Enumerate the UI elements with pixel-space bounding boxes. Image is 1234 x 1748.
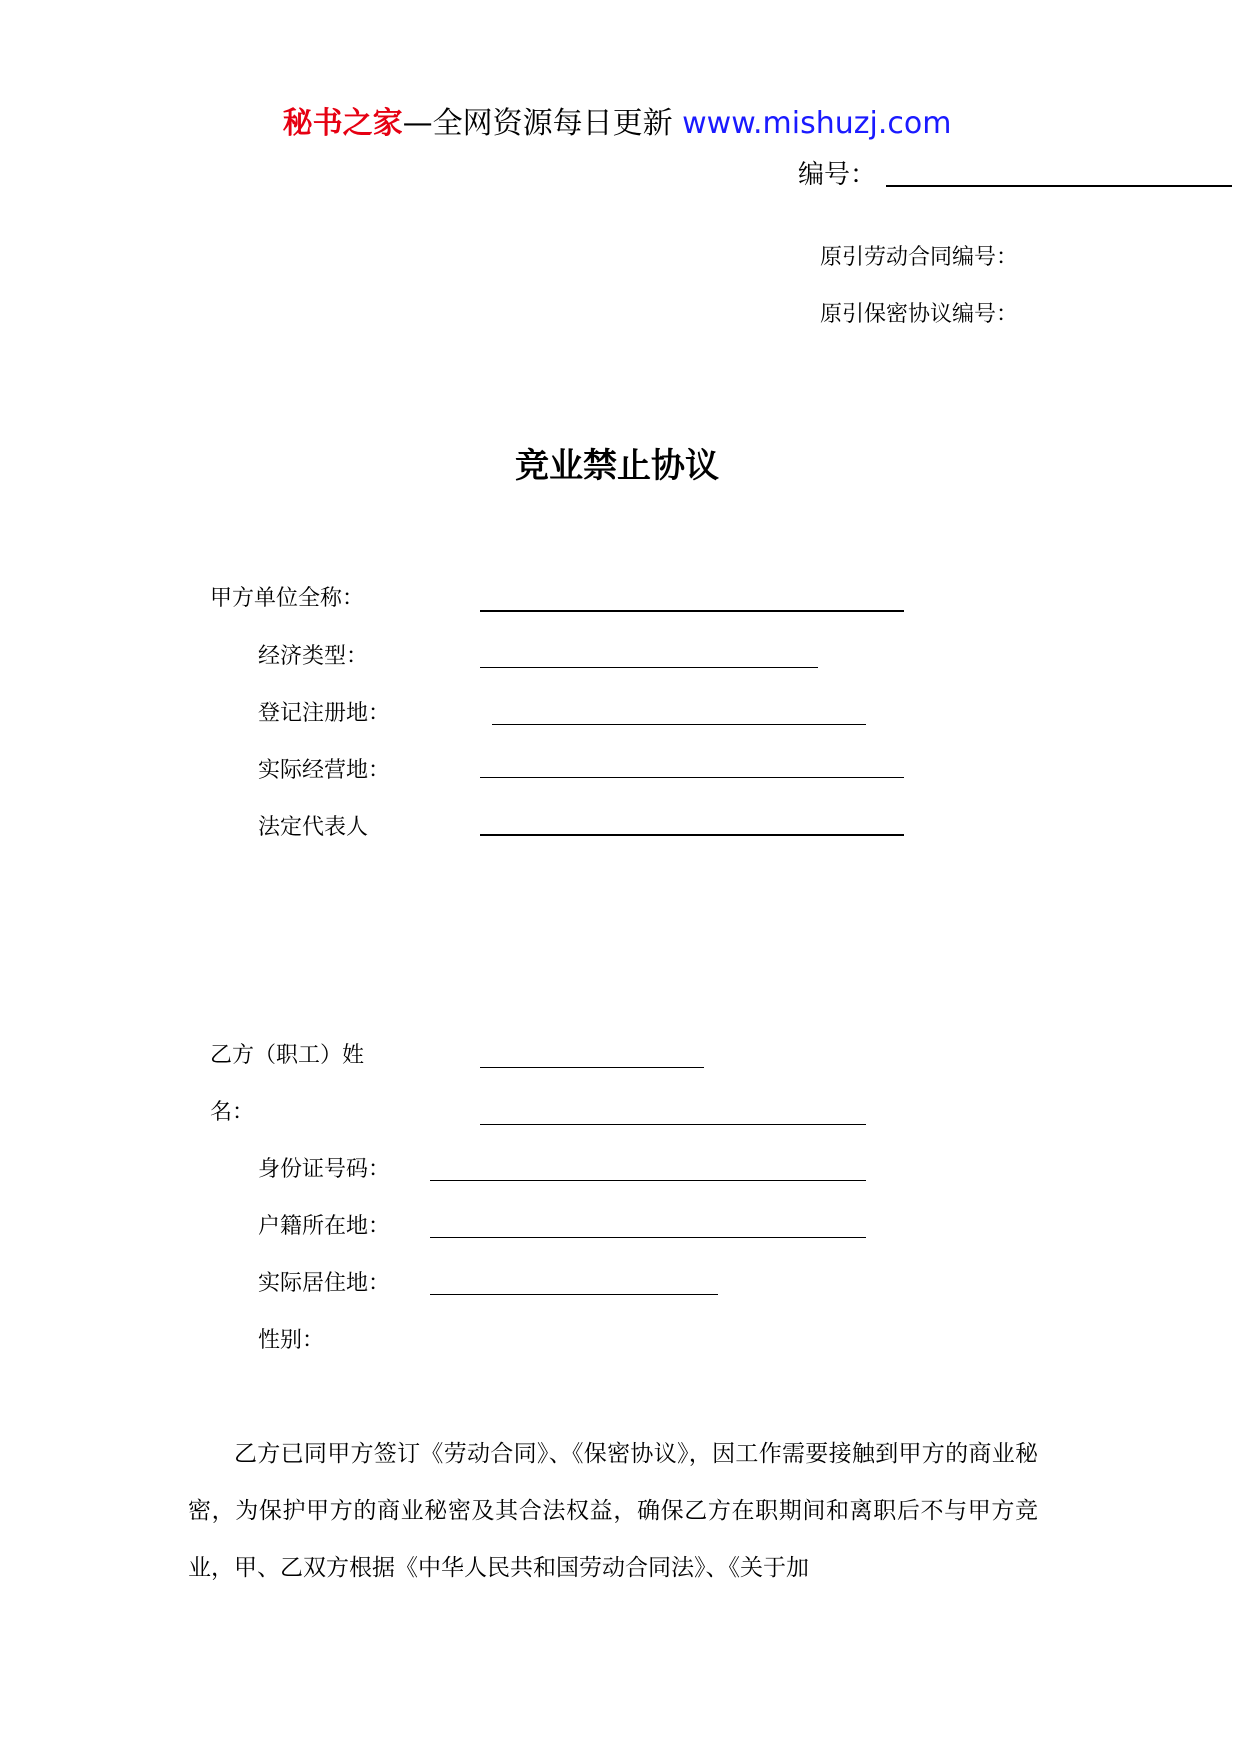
party-b-name-label-line1: 乙方（职工）姓: [210, 1043, 365, 1068]
residence-line: [430, 1294, 718, 1295]
banner-url[interactable]: www.mishuzj.com: [682, 106, 952, 141]
ref-confidentiality-label: 原引保密协议编号：: [820, 302, 1019, 327]
household-line: [430, 1237, 866, 1238]
party-a-name-line: [480, 610, 904, 612]
reg-place-line: [492, 724, 866, 725]
banner-tagline: —全网资源每日更新: [402, 106, 673, 141]
reg-place-label: 登记注册地：: [258, 701, 391, 726]
party-b-name-label-line2: 名：: [210, 1100, 255, 1125]
document-title: 竞业禁止协议: [515, 446, 719, 486]
id-number-line: [430, 1180, 866, 1181]
party-b-name-line2: [480, 1124, 866, 1125]
number-label: 编号：: [798, 160, 877, 190]
residence-label: 实际居住地：: [258, 1271, 391, 1296]
gender-label: 性别：: [258, 1328, 325, 1353]
body-paragraph: [188, 1426, 1038, 1597]
actual-place-line: [480, 777, 904, 778]
site-banner: [0, 104, 1234, 144]
body-text: 乙方已同甲方签订《劳动合同》、《保密协议》，因工作需要接触到甲方的商业秘密，为保护甲方的商业秘密及其合法权益，确保乙方在职期间和离职后不与甲方竞业，甲、乙双方根据《中华人民共和国劳动合同法》、《关于加: [188, 1441, 1038, 1581]
legal-rep-line: [480, 834, 904, 836]
number-underline: [886, 185, 1232, 187]
household-label: 户籍所在地：: [258, 1214, 391, 1239]
id-number-label: 身份证号码：: [258, 1157, 391, 1182]
party-a-name-label: 甲方单位全称：: [210, 586, 365, 611]
actual-place-label: 实际经营地：: [258, 758, 391, 783]
ref-labor-contract-label: 原引劳动合同编号：: [820, 245, 1019, 270]
econ-type-line: [480, 667, 818, 668]
banner-brand: 秘书之家: [282, 106, 403, 141]
econ-type-label: 经济类型：: [258, 644, 369, 669]
legal-rep-label: 法定代表人: [258, 815, 369, 840]
party-b-name-line: [480, 1067, 704, 1068]
